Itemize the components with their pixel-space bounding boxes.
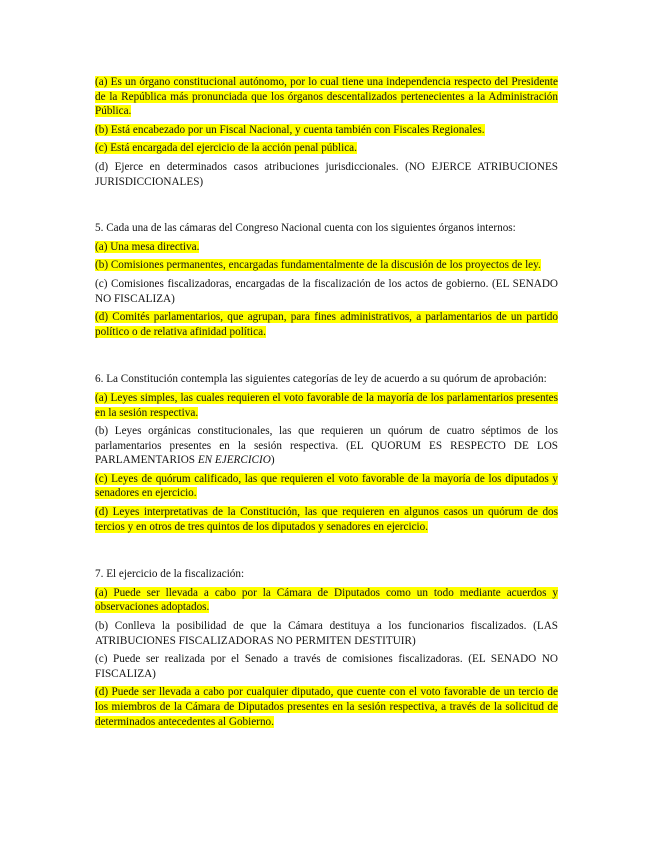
option-c: (c) Leyes de quórum calificado, las que requieren el voto favorable de la mayoría de los diputados y senadores en ejercicio. <box>95 472 558 500</box>
option-d: (d) Leyes interpretativas de la Constitución, las que requieren en algunos casos un quórum de dos tercios y en otros de tres quintos de los diputados y senadores en ejercicio. <box>95 506 558 533</box>
option-c: (c) Puede ser realizada por el Senado a través de comisiones fiscalizadoras. (EL SENADO NO FISCALIZA) <box>95 653 558 680</box>
option-d: (d) Ejerce en determinados casos atribuciones jurisdiccionales. (NO EJERCE ATRIBUCIONES JURISDICCIONALES) <box>95 160 558 188</box>
option-b: (b) Conlleva la posibilidad de que la Cámara destituya a los funcionarios fiscalizados. (LAS ATRIBUCIONES FISCALIZADORAS NO PERMITEN DESTITUIR) <box>95 620 558 647</box>
spacer <box>95 343 558 372</box>
option-d: (d) Comités parlamentarios, que agrupan, para fines administrativos, a parlamentarios de un partido político o de relativa afinidad política. <box>95 311 558 338</box>
spacer <box>95 538 558 567</box>
option-c: (c) Comisiones fiscalizadoras, encargadas de la fiscalización de los actos de gobierno. (EL SENADO NO FISCALIZA) <box>95 277 558 305</box>
option-c: (c) Está encargada del ejercicio de la acción penal pública. <box>95 142 357 155</box>
option-a: (a) Es un órgano constitucional autónomo, por lo cual tiene una independencia respecto del Presidente de la República más pronunciada que los órganos descentalizados pertenecientes a la Administración Pública. <box>95 76 558 118</box>
option-b: (b) Leyes orgánicas constitucionales, las que requieren un quórum de cuatro séptimos de los parlamentarios presentes en la sesión respectiva. (EL QUORUM ES RESPECTO DE LOS PARLAMENTARIOS EN EJERCICIO) <box>95 425 558 467</box>
document-body <box>95 75 558 733</box>
question-6: 6. La Constitución contempla las siguientes categorías de ley de acuerdo a su quórum de aprobación: <box>95 373 547 386</box>
option-a: (a) Leyes simples, las cuales requieren el voto favorable de la mayoría de los parlamentarios presentes en la sesión respectiva. <box>95 391 558 419</box>
option-b: (b) Comisiones permanentes, encargadas fundamentalmente de la discusión de los proyectos de ley. <box>95 259 541 272</box>
spacer <box>95 193 558 221</box>
question-5: 5. Cada una de las cámaras del Congreso Nacional cuenta con los siguientes órganos internos: <box>95 222 516 235</box>
option-b: (b) Está encabezado por un Fiscal Nacional, y cuenta también con Fiscales Regionales. <box>95 123 485 136</box>
option-a: (a) Puede ser llevada a cabo por la Cámara de Diputados como un todo mediante acuerdos y observaciones adoptados. <box>95 586 558 614</box>
question-7: 7. El ejercicio de la fiscalización: <box>95 568 245 581</box>
option-d: (d) Puede ser llevada a cabo por cualquier diputado, que cuente con el voto favorable de un tercio de los miembros de la Cámara de Diputados presentes en la sesión respectiva, a través de la solicitud de determinados antecedentes al Gobierno. <box>95 686 558 728</box>
option-a: (a) Una mesa directiva. <box>95 240 200 253</box>
